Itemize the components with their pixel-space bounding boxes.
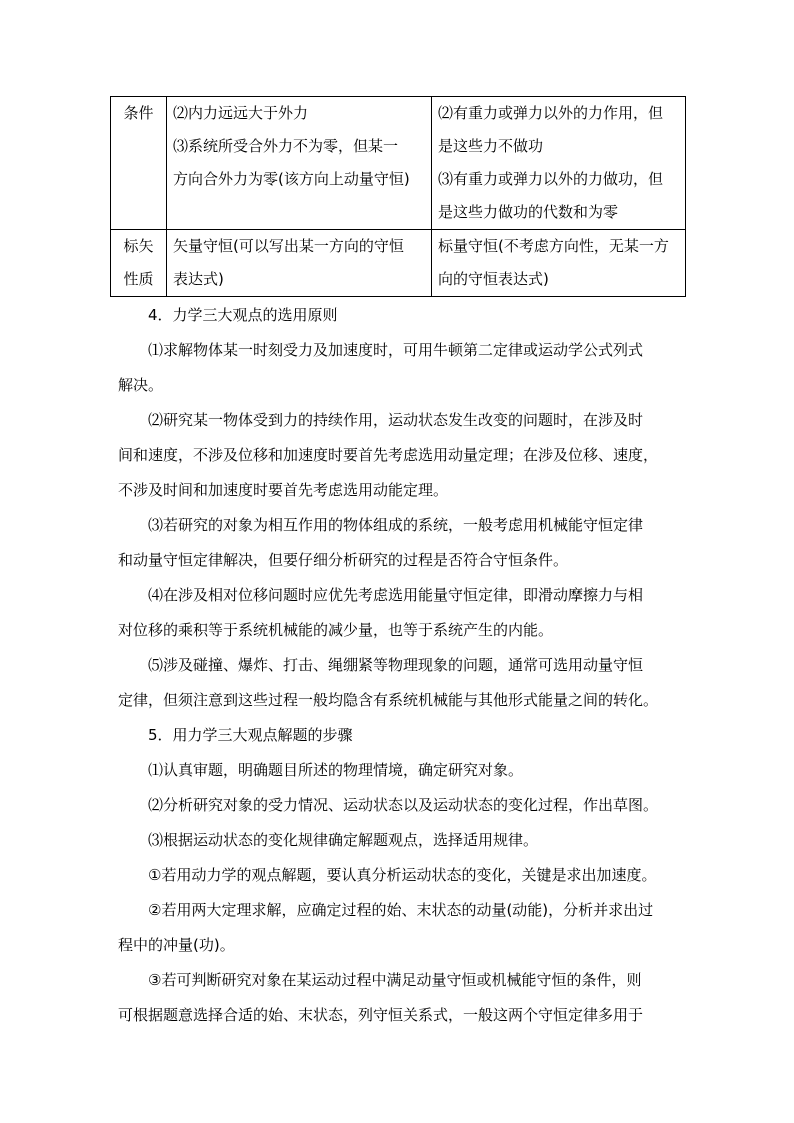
row-label-cell [111, 230, 167, 297]
cell-line: ⑵有重力或弹力以外的力作用，但 [438, 104, 664, 122]
table-row [111, 97, 686, 230]
text-line: 可根据题意选择合适的始、末状态，列守恒关系式，一般这两个守恒定律多用于 [118, 1006, 644, 1024]
text-line: ⑶根据运动状态的变化规律确定解题观点，选择适用规律。 [148, 831, 539, 849]
cell-line: 方向合外力为零(该方向上动量守恒) [173, 170, 410, 188]
text-line: ⑵研究某一物体受到力的持续作用，运动状态发生改变的问题时，在涉及时 [148, 411, 644, 429]
text-line: ⑴认真审题，明确题目所述的物理情境，确定研究对象。 [148, 761, 524, 779]
cell-line: ⑶有重力或弹力以外的力做功，但 [438, 170, 664, 188]
cell-line: 向的守恒表达式) [438, 270, 549, 288]
text-line: 和动量守恒定律解决，但要仔细分析研究的过程是否符合守恒条件。 [118, 551, 569, 569]
text-line: 程中的冲量(功)。 [118, 936, 235, 954]
momentum-cell [167, 97, 432, 230]
cell-line: 条件 [123, 104, 154, 122]
cell-line: 是这些力做功的代数和为零 [438, 203, 619, 221]
table-row [111, 230, 686, 297]
text-line: ①若用动力学的观点解题，要认真分析运动状态的变化，关键是求出加速度。 [148, 866, 657, 884]
text-line: ⑵分析研究对象的受力情况、运动状态以及运动状态的变化过程，作出草图。 [148, 796, 659, 814]
body-text [118, 298, 683, 1033]
text-line: ⑸涉及碰撞、爆炸、打击、绳绷紧等物理现象的问题，通常可选用动量守恒 [148, 656, 644, 674]
cell-line: ⑶系统所受合外力不为零，但某一 [173, 137, 399, 155]
text-line: 4．力学三大观点的选用原则 [148, 306, 338, 324]
cell-line: 性质 [123, 270, 154, 288]
energy-cell [432, 230, 686, 297]
cell-line: ⑵内力远远大于外力 [173, 104, 309, 122]
row-label-cell [111, 97, 167, 230]
comparison-table [110, 96, 686, 297]
text-line: ③若可判断研究对象在某运动过程中满足动量守恒或机械能守恒的条件，则 [148, 971, 642, 989]
text-line: 定律，但须注意到这些过程一般均隐含有系统机械能与其他形式能量之间的转化。 [118, 691, 659, 709]
cell-line: 表达式) [173, 270, 224, 288]
text-line: ⑶若研究的对象为相互作用的物体组成的系统，一般考虑用机械能守恒定律 [148, 516, 644, 534]
text-line: 对位移的乘积等于系统机械能的减少量，也等于系统产生的内能。 [118, 621, 554, 639]
cell-line: 是这些力不做功 [438, 137, 544, 155]
text-line: ⑴求解物体某一时刻受力及加速度时，可用牛顿第二定律或运动学公式列式 [148, 341, 644, 359]
energy-cell [432, 97, 686, 230]
text-line: ⑷在涉及相对位移问题时应优先考虑选用能量守恒定律，即滑动摩擦力与相 [148, 586, 644, 604]
text-line: 不涉及时间和加速度时要首先考虑选用动能定理。 [118, 481, 449, 499]
text-line: ②若用两大定理求解，应确定过程的始、末状态的动量(动能)，分析并求出过 [148, 901, 654, 919]
text-line: 解决。 [118, 376, 164, 394]
cell-line: 标矢 [123, 237, 154, 255]
cell-line: 标量守恒(不考虑方向性，无某一方 [438, 237, 669, 255]
momentum-cell [167, 230, 432, 297]
cell-line: 矢量守恒(可以写出某一方向的守恒 [173, 237, 404, 255]
text-line: 5．用力学三大观点解题的步骤 [148, 726, 353, 744]
text-line: 间和速度，不涉及位移和加速度时要首先考虑选用动量定理；在涉及位移、速度， [118, 446, 659, 464]
